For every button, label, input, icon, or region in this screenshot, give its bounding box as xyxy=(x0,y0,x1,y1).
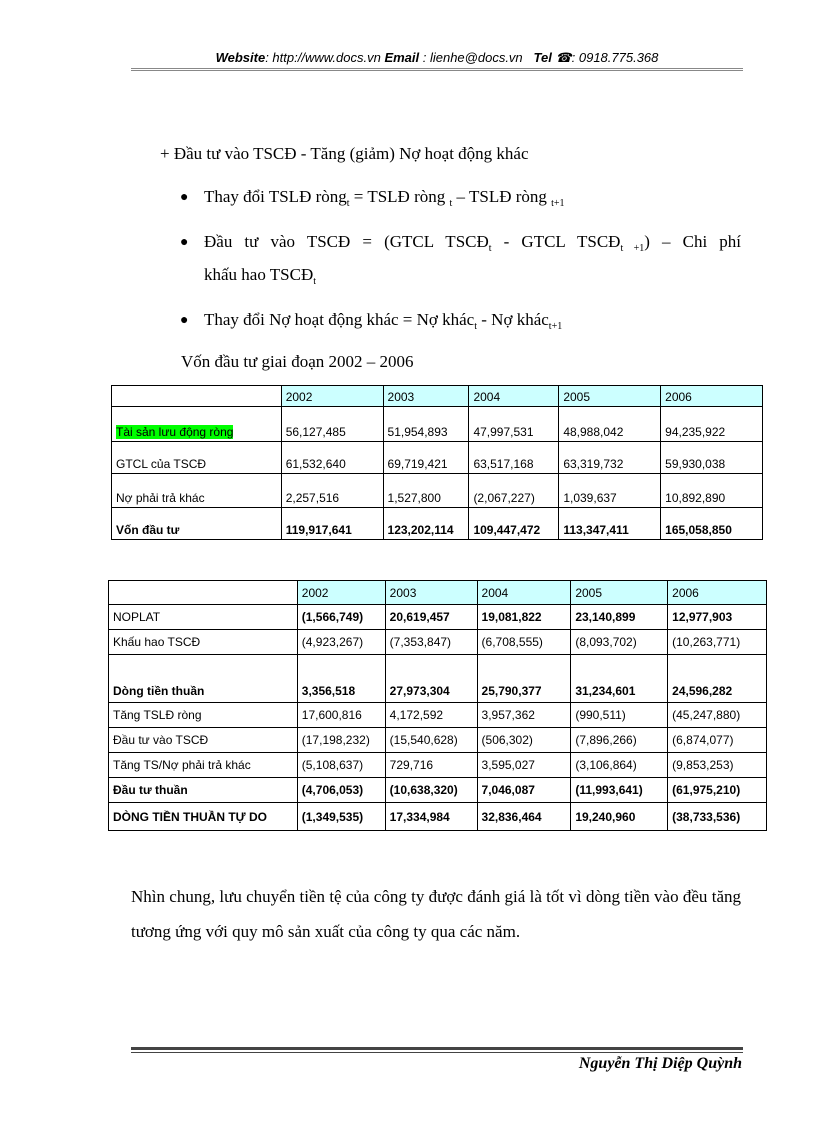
row-label: Tài sản lưu động ròng xyxy=(112,407,282,442)
value-cell: (1,566,749) xyxy=(297,605,385,630)
value-cell: 7,046,087 xyxy=(477,778,571,803)
row-label: Nợ phải trả khác xyxy=(112,474,282,508)
value-cell: 27,973,304 xyxy=(385,655,477,703)
header-cell-empty xyxy=(112,386,282,407)
value-cell: (7,353,847) xyxy=(385,630,477,655)
value-cell: 19,081,822 xyxy=(477,605,571,630)
value-cell: 123,202,114 xyxy=(383,508,469,540)
email-value: : lienhe@docs.vn xyxy=(419,50,523,65)
value-cell: 20,619,457 xyxy=(385,605,477,630)
year-cell: 2006 xyxy=(668,581,767,605)
value-cell: 12,977,903 xyxy=(668,605,767,630)
table-row xyxy=(109,728,767,753)
page-header xyxy=(131,50,743,66)
table-row xyxy=(109,655,767,703)
cashflow-table xyxy=(108,580,767,831)
table-row xyxy=(109,703,767,728)
table-row xyxy=(109,605,767,630)
value-cell: 113,347,411 xyxy=(559,508,661,540)
author-name: Nguyễn Thị Diệp Quỳnh xyxy=(578,1055,742,1072)
row-label: NOPLAT xyxy=(109,605,298,630)
tel-value: : 0918.775.368 xyxy=(571,50,659,65)
value-cell: 56,127,485 xyxy=(281,407,383,442)
value-cell: 63,319,732 xyxy=(559,442,661,474)
value-cell: 4,172,592 xyxy=(385,703,477,728)
value-cell: 3,957,362 xyxy=(477,703,571,728)
value-cell: (4,923,267) xyxy=(297,630,385,655)
value-cell: 109,447,472 xyxy=(469,508,559,540)
email-label: Email xyxy=(384,50,420,65)
header-cell-empty xyxy=(109,581,298,605)
table-total-row xyxy=(109,803,767,831)
value-cell: (15,540,628) xyxy=(385,728,477,753)
table-row xyxy=(109,630,767,655)
value-cell: (990,511) xyxy=(571,703,668,728)
bullet-1: Thay đổi TSLĐ ròng$_t$ = TSLĐ ròng $_t$ – TSLĐ ròng $_{t+1}$ xyxy=(204,187,565,209)
bullet-3: Thay đổi Nợ hoạt động khác = Nợ khác$_t$ - Nợ khác$_{t+1}$ xyxy=(204,310,563,332)
value-cell: (1,349,535) xyxy=(297,803,385,831)
tel-label: Tel xyxy=(533,50,552,65)
value-cell: 61,532,640 xyxy=(281,442,383,474)
value-cell: 51,954,893 xyxy=(383,407,469,442)
row-label: Tăng TS/Nợ phải trả khác xyxy=(109,753,298,778)
row-label: Đầu tư thuần xyxy=(109,778,298,803)
footer-divider xyxy=(131,1047,743,1050)
value-cell: 3,595,027 xyxy=(477,753,571,778)
value-cell: (10,263,771) xyxy=(668,630,767,655)
investment-table xyxy=(111,385,763,540)
value-cell: 1,039,637 xyxy=(559,474,661,508)
year-cell: 2004 xyxy=(469,386,559,407)
value-cell: 25,790,377 xyxy=(477,655,571,703)
value-cell: 94,235,922 xyxy=(661,407,763,442)
value-cell: 47,997,531 xyxy=(469,407,559,442)
value-cell: (17,198,232) xyxy=(297,728,385,753)
value-cell: 2,257,516 xyxy=(281,474,383,508)
table-row xyxy=(109,753,767,778)
phone-icon: ☎ xyxy=(555,50,572,65)
value-cell: (6,708,555) xyxy=(477,630,571,655)
year-cell: 2002 xyxy=(297,581,385,605)
row-label: Dòng tiền thuần xyxy=(109,655,298,703)
value-cell: (38,733,536) xyxy=(668,803,767,831)
bullet-icon: ● xyxy=(180,235,189,250)
value-cell: (61,975,210) xyxy=(668,778,767,803)
value-cell: (5,108,637) xyxy=(297,753,385,778)
table-row xyxy=(109,778,767,803)
value-cell: 69,719,421 xyxy=(383,442,469,474)
value-cell: (9,853,253) xyxy=(668,753,767,778)
value-cell: (506,302) xyxy=(477,728,571,753)
row-label: Vốn đầu tư xyxy=(112,508,282,540)
website-value: : http://www.docs.vn xyxy=(265,50,381,65)
value-cell: (6,874,077) xyxy=(668,728,767,753)
value-cell: 23,140,899 xyxy=(571,605,668,630)
value-cell: 729,716 xyxy=(385,753,477,778)
table1-title: Vốn đầu tư giai đoạn 2002 – 2006 xyxy=(181,352,414,371)
value-cell: 3,356,518 xyxy=(297,655,385,703)
value-cell: 1,527,800 xyxy=(383,474,469,508)
year-cell: 2003 xyxy=(383,386,469,407)
row-label: Tăng TSLĐ ròng xyxy=(109,703,298,728)
value-cell: 119,917,641 xyxy=(281,508,383,540)
value-cell: 165,058,850 xyxy=(661,508,763,540)
bullet-2-line2: khấu hao $TSCĐ_t$ xyxy=(204,265,317,287)
row-label: GTCL của TSCĐ xyxy=(112,442,282,474)
value-cell: 17,334,984 xyxy=(385,803,477,831)
value-cell: (11,993,641) xyxy=(571,778,668,803)
year-cell: 2005 xyxy=(559,386,661,407)
value-cell: (3,106,864) xyxy=(571,753,668,778)
value-cell: 59,930,038 xyxy=(661,442,763,474)
table-row xyxy=(112,442,763,474)
value-cell: 32,836,464 xyxy=(477,803,571,831)
website-label: Website xyxy=(215,50,266,65)
header-divider xyxy=(131,68,743,71)
bullet-icon: ● xyxy=(180,313,189,328)
bullet-icon: ● xyxy=(180,190,189,205)
value-cell: 17,600,816 xyxy=(297,703,385,728)
footer-divider-thin xyxy=(131,1052,743,1053)
value-cell: 63,517,168 xyxy=(469,442,559,474)
row-label: Đầu tư vào TSCĐ xyxy=(109,728,298,753)
value-cell: 24,596,282 xyxy=(668,655,767,703)
year-cell: 2002 xyxy=(281,386,383,407)
value-cell: 48,988,042 xyxy=(559,407,661,442)
value-cell: 19,240,960 xyxy=(571,803,668,831)
bullet-2-line1: Đầu tư vào TSCĐ = (GTCL $TSCĐ_t$ - GTCL $TSCĐ_{t +1}$) – Chi phí xyxy=(204,232,741,254)
table-header-row xyxy=(112,386,763,407)
table-header-row xyxy=(109,581,767,605)
value-cell: (4,706,053) xyxy=(297,778,385,803)
table-row xyxy=(112,474,763,508)
value-cell: (45,247,880) xyxy=(668,703,767,728)
row-label: Khấu hao TSCĐ xyxy=(109,630,298,655)
year-cell: 2003 xyxy=(385,581,477,605)
value-cell: (10,638,320) xyxy=(385,778,477,803)
conclusion-paragraph: Nhìn chung, lưu chuyển tiền tệ của công ty được đánh giá là tốt vì dòng tiền vào đều tăng tương ứng với quy mô sản xuất của công ty qua các năm. xyxy=(131,887,741,941)
value-cell: (7,896,266) xyxy=(571,728,668,753)
row-label: DÒNG TIỀN THUẦN TỰ DO xyxy=(109,803,298,831)
year-cell: 2004 xyxy=(477,581,571,605)
value-cell: 10,892,890 xyxy=(661,474,763,508)
value-cell: (8,093,702) xyxy=(571,630,668,655)
intro-line: + Đầu tư vào TSCĐ - Tăng (giảm) Nợ hoạt động khác xyxy=(160,144,529,163)
year-cell: 2005 xyxy=(571,581,668,605)
year-cell: 2006 xyxy=(661,386,763,407)
table-total-row xyxy=(112,508,763,540)
table-row xyxy=(112,407,763,442)
value-cell: 31,234,601 xyxy=(571,655,668,703)
value-cell: (2,067,227) xyxy=(469,474,559,508)
